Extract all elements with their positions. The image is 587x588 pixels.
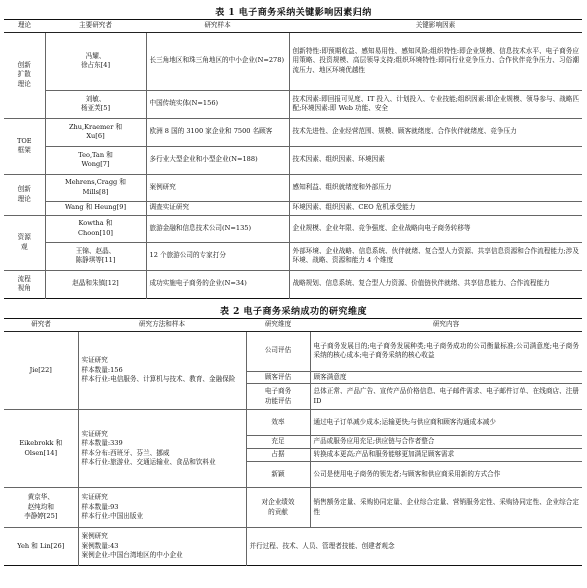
sample-cell: 长三角地区和珠三角地区的中小企业(N=278) bbox=[146, 32, 289, 90]
content-cell: 电子商务发展目的;电子商务发展种类;电子商务成功的公司衡量标准;公司满意度;电子商务采纳的核心成本;电子商务采纳的核心收益 bbox=[310, 331, 582, 371]
content-cell: 顾客满意度 bbox=[310, 371, 582, 384]
factors-cell: 感知利益、组织就绪度和外部压力 bbox=[289, 174, 582, 201]
researcher-cell: 刘敏、 杨亚芙[5] bbox=[45, 90, 146, 118]
theory-cell: 资源 观 bbox=[4, 215, 45, 270]
researcher-cell: Jie[22] bbox=[4, 331, 78, 410]
sample-cell: 成功实施电子商务的企业(N=34) bbox=[146, 270, 289, 298]
sample-cell: 欧洲 8 国的 3100 家企业和 7500 名顾客 bbox=[146, 118, 289, 146]
researcher-cell: 黄京华、 赵纯均和 李静婷[25] bbox=[4, 488, 78, 528]
table-row bbox=[4, 118, 582, 146]
researcher-cell: Eikebrokk 和 Olsen[14] bbox=[4, 410, 78, 488]
theory-cell: 创新 扩散 理论 bbox=[4, 32, 45, 118]
dimension-cell: 电子商务 功能评估 bbox=[246, 384, 310, 410]
table2-header-method: 研究方法和样本 bbox=[78, 319, 246, 332]
factors-cell: 创新特性:即预期收益、感知易用性、感知风险;组织特性:即企业规模、信息技术水平、电子商务应用策略、投资规模、高层领导支持;组织环境特性:即同行业竞争压力、合作伙伴竞争压力、习俗潮流压力、地区环境优越性 bbox=[289, 32, 582, 90]
table-row bbox=[4, 488, 582, 528]
table2-caption: 表 2 电子商务采纳成功的研究维度 bbox=[219, 307, 368, 317]
factors-cell: 环境因素、组织因素、CEO 危机承受能力 bbox=[289, 201, 582, 215]
table-row bbox=[4, 201, 582, 215]
researcher-cell: Wang 和 Heung[9] bbox=[45, 201, 146, 215]
dimension-cell: 效率 bbox=[246, 410, 310, 436]
factors-cell: 技术因素、组织因素、环境因素 bbox=[289, 146, 582, 174]
table-row bbox=[4, 215, 582, 242]
table2-header-researcher: 研究者 bbox=[4, 319, 78, 332]
table-row bbox=[4, 410, 582, 436]
table1-header-factors: 关键影响因素 bbox=[289, 20, 582, 33]
factors-cell: 技术因素:即回报可见度、IT 投入、计划投入、专业技能;组织因素:即企业规模、领导参与、战略匹配;环境因素:即 Web 功能、安全 bbox=[289, 90, 582, 118]
sample-cell: 案例研究 bbox=[146, 174, 289, 201]
theory-cell: 流程 视角 bbox=[4, 270, 45, 298]
method-cell: 实证研究 样本数量:93 样本行业:中国出版业 bbox=[78, 488, 246, 528]
content-cell: 产品或服务应用充足;供应链与合作者整合 bbox=[310, 436, 582, 449]
table2-header-dimension: 研究维度 bbox=[246, 319, 310, 332]
table-row bbox=[4, 331, 582, 371]
content-cell: 总体正常、产品广告、宣传产品价格信息、电子邮件需求、电子邮件订单、在线商店、注册 ID bbox=[310, 384, 582, 410]
method-cell: 案例研究 案例数量:43 案例企业:中国台湾地区的中小企业 bbox=[78, 528, 246, 566]
researcher-cell: Yeh 和 Lin[26] bbox=[4, 528, 78, 566]
researcher-cell: 赵晶和朱镇[12] bbox=[45, 270, 146, 298]
table-row bbox=[4, 174, 582, 201]
table1 bbox=[4, 19, 582, 299]
content-cell: 通过电子订单减少成本;运输更快;与供应商和顾客沟通成本减少 bbox=[310, 410, 582, 436]
table1-header-sample: 研究样本 bbox=[146, 20, 289, 33]
researcher-cell: Kowtha 和 Choon[10] bbox=[45, 215, 146, 242]
content-cell: 转换成本更高;产品和服务能够更加满足顾客需求 bbox=[310, 449, 582, 462]
dimension-cell: 公司评估 bbox=[246, 331, 310, 371]
sample-cell: 多行业大型企业和小型企业(N=188) bbox=[146, 146, 289, 174]
table1-header-researcher: 主要研究者 bbox=[45, 20, 146, 33]
researcher-cell: 王锦、赵晶、 陈静琪等[11] bbox=[45, 242, 146, 270]
content-cell: 销售额务定量、采购协同定量、企业综合定量、营销服务定性、采购协同定性、企业综合定性 bbox=[310, 488, 582, 528]
dimension-cell: 新颖 bbox=[246, 462, 310, 488]
table-row bbox=[4, 32, 582, 90]
table1-caption: 表 1 电子商务采纳关键影响因素归纳 bbox=[215, 8, 372, 18]
researcher-cell: 冯耀、 徐占东[4] bbox=[45, 32, 146, 90]
table-row bbox=[4, 90, 582, 118]
dimension-cell: 占据 bbox=[246, 449, 310, 462]
table1-header-theory: 理论 bbox=[4, 20, 45, 33]
method-cell: 实证研究 样本数量:156 样本行业:电信服务、计算机与技术、教育、金融保险 bbox=[78, 331, 246, 410]
sample-cell: 旅游金融和信息技术公司(N=135) bbox=[146, 215, 289, 242]
dimension-cell: 顾客评估 bbox=[246, 371, 310, 384]
table-row bbox=[4, 146, 582, 174]
theory-cell: 创新 理论 bbox=[4, 174, 45, 215]
factors-cell: 外部环境、企业战略、信息系统、伙伴就绪、复合型人力资源、共享信息资源和合作流程能力;涉及环境、战略、资源和能力 4 个维度 bbox=[289, 242, 582, 270]
content-cell: 公司是使用电子商务的领先者;与顾客和供应商采用新的方式合作 bbox=[310, 462, 582, 488]
researcher-cell: Zhu,Kraemer 和 Xu[6] bbox=[45, 118, 146, 146]
sample-cell: 调查实证研究 bbox=[146, 201, 289, 215]
table1-header-row bbox=[4, 20, 582, 33]
sample-cell: 中国传统实体(N=156) bbox=[146, 90, 289, 118]
dimension-cell: 对企业绩效 的贡献 bbox=[246, 488, 310, 528]
table-row bbox=[4, 528, 582, 566]
factors-cell: 技术先进性、企业经营范围、规模、顾客就绪度、合作伙伴就绪度、竞争压力 bbox=[289, 118, 582, 146]
content-cell: 并行过程、技术、人员、管理者技能、创建者观念 bbox=[246, 528, 582, 566]
table2 bbox=[4, 318, 582, 566]
factors-cell: 战略规划、信息系统、复合型人力资源、价值链伙伴就绪、共享信息能力、合作流程能力 bbox=[289, 270, 582, 298]
dimension-cell: 充足 bbox=[246, 436, 310, 449]
table2-header-row bbox=[4, 319, 582, 332]
table-row bbox=[4, 242, 582, 270]
table-row bbox=[4, 270, 582, 298]
method-cell: 实证研究 样本数量:339 样本分布:西班牙、芬兰、挪威 样本行业:旅游业、交通运输业、食品和饮料业 bbox=[78, 410, 246, 488]
factors-cell: 企业规模、企业年限、竞争强度、企业战略向电子商务转移等 bbox=[289, 215, 582, 242]
researcher-cell: Teo,Tan 和 Wong[7] bbox=[45, 146, 146, 174]
theory-cell: TOE 框架 bbox=[4, 118, 45, 174]
table2-header-content: 研究内容 bbox=[310, 319, 582, 332]
sample-cell: 12 个旅游公司的专家打分 bbox=[146, 242, 289, 270]
researcher-cell: Mehrens,Cragg 和 Mills[8] bbox=[45, 174, 146, 201]
